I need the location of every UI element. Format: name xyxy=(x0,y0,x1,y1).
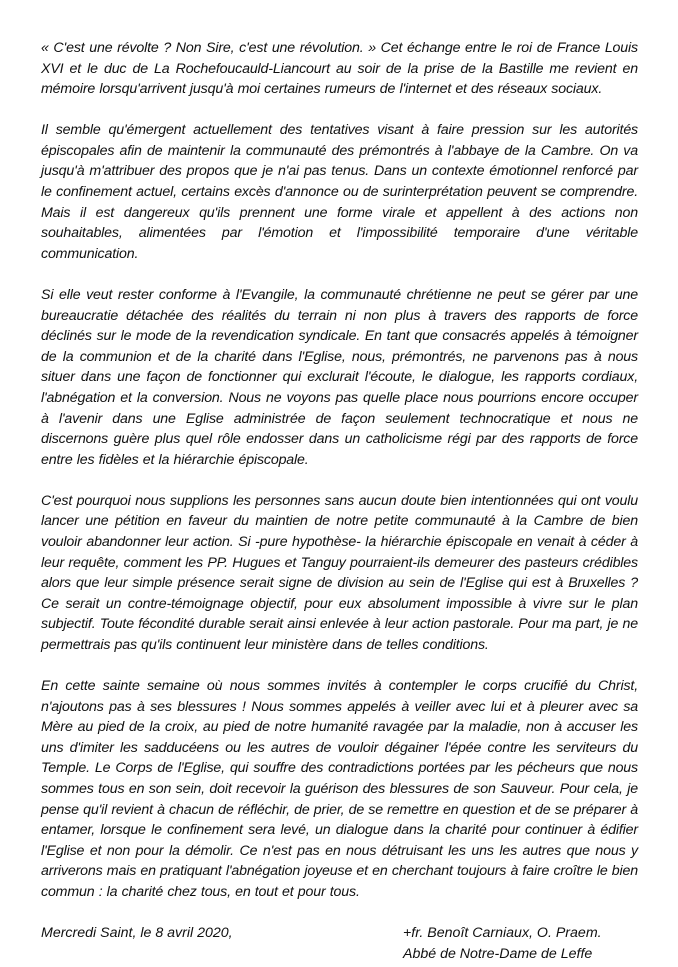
letter-date: Mercredi Saint, le 8 avril 2020, xyxy=(41,925,233,942)
paragraph-petition: C'est pourquoi nous supplions les personnes sans aucun doute bien intentionnées qui ont voulu lancer une pétition en faveur du maintien de notre petite communauté à la Cambre de bien vouloir abandonner leur action. Si -pure hypothèse- la hiérarchie épiscopale en venait à céder à leur requête, comment les PP. Hugues et Tanguy pourraient-ils demeurer des pasteurs crédibles alors que leur simple présence serait signe de division au sein de l'Eglise qui est à Bruxelles ? Ce serait un contre-témoignage objectif, pour eux absolument impossible à vivre sur le plan subjectif. Toute fécondité durable serait ainsi enlevée à leur action pastorale. Pour ma part, je ne permettrais pas qu'ils continuent leur ministère dans de telles conditions. xyxy=(41,492,638,653)
signature-block xyxy=(403,923,602,964)
signature-name: +fr. Benoît Carniaux, O. Praem. xyxy=(403,925,602,942)
letter-closing xyxy=(41,923,638,967)
signature-title: Abbé de Notre-Dame de Leffe xyxy=(403,945,593,962)
paragraph-gospel: Si elle veut rester conforme à l'Evangile, la communauté chrétienne ne peut se gérer par une bureaucratie détachée des réalités du terrain ni non plus à travers des rapports de force déclinés sur le mode de la revendication syndicale. En tant que consacrés appelés à témoigner de la communion et de la charité dans l'Eglise, nous, prémontrés, ne parvenons pas à nous situer dans une façon de fonctionner qui exclurait l'écoute, le dialogue, les rapports cordiaux, l'abnégation et la conversion. Nous ne voyons pas quelle place nous pourrions encore occuper à l'avenir dans une Eglise administrée de façon seulement technocratique et nous ne discernons guère plus quel rôle endosser dans un catholicisme régi par des rapports de force entre les fidèles et la hiérarchie épiscopale. xyxy=(41,286,638,468)
paragraph-intro: « C'est une révolte ? Non Sire, c'est une révolution. » Cet échange entre le roi de France Louis XVI et le duc de La Rochefoucauld-Liancourt au soir de la prise de la Bastille me revient en mémoire lorsqu'arrivent jusqu'à moi certaines rumeurs de l'internet et des réseaux sociaux. xyxy=(41,40,638,98)
paragraph-pressure: Il semble qu'émergent actuellement des tentatives visant à faire pression sur les autorités épiscopales afin de maintenir la communauté des prémontrés à l'abbaye de la Cambre. On va jusqu'à m'attribuer des propos que je n'ai pas tenus. Dans un contexte émotionnel renforcé par le confinement actuel, certains excès d'annonce ou de surinterprétation peuvent se comprendre. Mais il est dangereux qu'ils prennent une forme virale et appellent à des actions non souhaitables, alimentées par l'émotion et l'impossibilité temporaire d'une véritable communication. xyxy=(41,122,638,262)
paragraph-holy-week: En cette sainte semaine où nous sommes invités à contempler le corps crucifié du Christ, n'ajoutons pas à ses blessures ! Nous sommes appelés à veiller avec lui et à pleurer avec sa Mère au pied de la croix, au pied de notre humanité ravagée par la maladie, non à accuser les uns d'imiter les sadducéens ou les autres de vouloir dégainer l'épée contre les serviteurs du Temple. Le Corps de l'Eglise, qui souffre des contradictions portées par les pécheurs que nous sommes tous en son sein, doit recevoir la guérison des blessures de son Sauveur. Pour cela, je pense qu'il revient à chacun de réfléchir, de prier, de se remettre en question et de se préparer à entamer, lorsque le confinement sera levé, un dialogue dans la charité pour continuer à édifier l'Eglise et non pour la démolir. Ce n'est pas en nous détruisant les uns les autres que nous y arriverons mais en pratiquant l'abnégation joyeuse et en cherchant toujours à faire croître le bien commun : la charité chez tous, en tout et pour tous. xyxy=(41,678,638,900)
